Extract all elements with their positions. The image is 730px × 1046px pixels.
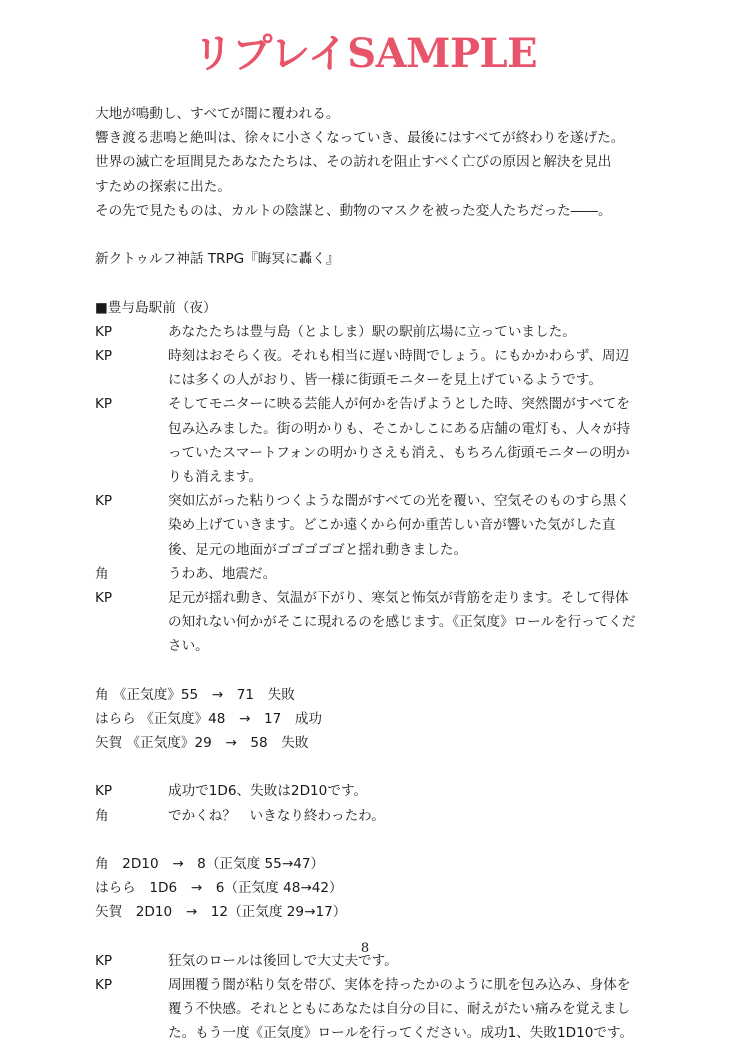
page-number: 8 xyxy=(360,941,370,956)
speaker-name: 角 xyxy=(95,565,109,582)
speaker-name: KP xyxy=(95,347,113,364)
replay-text xyxy=(95,102,640,1046)
sanity-loss-result: 矢賀 2D10 → 12（正気度 29→17） xyxy=(95,904,347,921)
dialogue-text: 足元が揺れ動き、気温が下がり、寒気と怖気が背筋を走ります。そして得体の知れない何かがそこに現れるのを感じます。《正気度》ロールを行ってください。 xyxy=(168,589,636,655)
dialogue-line xyxy=(95,804,640,828)
dialogue-text: でかくね？ いきなり終わったわ。 xyxy=(168,807,385,824)
dialogue-text: 突如広がった粘りつくような闇がすべての光を覆い、空気そのものすら黒く染め上げていきます。どこか遠くから何か重苦しい音が響いた気がした直後、足元の地面がゴゴゴゴゴと揺れ動きました。 xyxy=(168,493,630,558)
sample-watermark: リプレイSAMPLE xyxy=(192,30,538,77)
speaker-name: KP xyxy=(95,783,113,800)
dialogue-line xyxy=(95,489,640,562)
roll-result: 角 《正気度》55 → 71 失敗 xyxy=(95,686,295,703)
spacer xyxy=(95,828,640,852)
scene-heading: ■豊与島駅前（夜） xyxy=(95,299,217,316)
dialogue-text: そしてモニターに映る芸能人が何かを告げようとした時、突然闇がすべてを包み込みました。街の明かりも、そこかしこにある店舗の電灯も、人々が持っていたスマートフォンの明かりさえも消え、もちろん街頭モニターの明かりも消えます。 xyxy=(168,396,631,485)
dialogue-line xyxy=(95,779,640,803)
spacer xyxy=(95,223,640,247)
dialogue-line xyxy=(95,973,640,1046)
dialogue-text: 成功で1D6、失敗は2D10です。 xyxy=(168,783,368,800)
sanity-loss-result: はらら 1D6 → 6（正気度 48→42） xyxy=(95,880,343,897)
intro-line: 響き渡る悲鳴と絶叫は、徐々に小さくなっていき、最後にはすべてが終わりを遂げた。 xyxy=(95,130,625,147)
speaker-name: KP xyxy=(95,589,113,606)
dialogue-text: 狂気のロールは後回しで大丈夫です。 xyxy=(168,952,398,969)
sanity-loss-result: 角 2D10 → 8（正気度 55→47） xyxy=(95,856,325,873)
dialogue-text: 周囲覆う闇が粘り気を帯び、実体を持ったかのように肌を包み込み、身体を覆う不快感。それとともにあなたは自分の目に、耐えがたい痛みを覚えました。もう一度《正気度》ロールを行ってください。成功1、失敗1D10です。 xyxy=(168,977,634,1042)
speaker-name: KP xyxy=(95,323,113,340)
intro-line: すための探索に出た。 xyxy=(95,178,231,195)
dialogue-line xyxy=(95,344,640,392)
speaker-name: 角 xyxy=(95,807,109,824)
dialogue-line xyxy=(95,392,640,489)
scenario-title: 新クトゥルフ神話 TRPG『晦冥に轟く』 xyxy=(95,251,340,268)
dialogue-text: 時刻はおそらく夜。それも相当に遅い時間でしょう。にもかかわらず、周辺には多くの人がおり、皆一様に街頭モニターを見上げているようです。 xyxy=(168,347,630,389)
spacer xyxy=(95,755,640,779)
dialogue-line xyxy=(95,320,640,344)
dialogue-line xyxy=(95,562,640,586)
roll-result: はらら 《正気度》48 → 17 成功 xyxy=(95,710,323,727)
speaker-name: KP xyxy=(95,977,113,994)
roll-result: 矢賀 《正気度》29 → 58 失敗 xyxy=(95,735,309,752)
dialogue-text: うわあ、地震だ。 xyxy=(168,565,277,582)
intro-line: 世界の滅亡を垣間見たあなたたちは、その訪れを阻止すべく亡びの原因と解決を見出 xyxy=(95,154,612,171)
speaker-name: KP xyxy=(95,493,113,510)
dialogue-text: あなたたちは豊与島（とよしま）駅の駅前広場に立っていました。 xyxy=(168,323,576,340)
intro-line: その先で見たものは、カルトの陰謀と、動物のマスクを被った変人たちだった――。 xyxy=(95,202,612,219)
dialogue-line xyxy=(95,586,640,659)
speaker-name: KP xyxy=(95,396,113,413)
intro-line: 大地が鳴動し、すべてが闇に覆われる。 xyxy=(95,106,340,122)
speaker-name: KP xyxy=(95,952,113,969)
spacer xyxy=(95,659,640,683)
spacer xyxy=(95,271,640,295)
